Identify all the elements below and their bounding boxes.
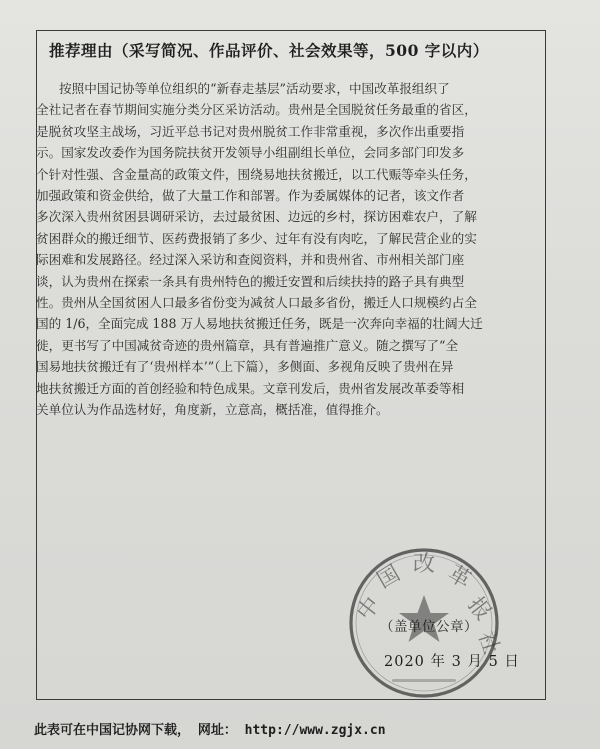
svg-text:中: 中 xyxy=(352,592,386,626)
svg-text:国: 国 xyxy=(372,561,405,594)
text-line: 贫困群众的搬迁细节、医药费报销了多少、过年有没有肉吃，了解民营企业的实 xyxy=(36,230,477,246)
stamp-label: （盖单位公章） xyxy=(380,619,478,635)
text-line: 地扶贫搬迁方面的首创经验和特色成果。文章刊发后，贵州省发展改革委等相 xyxy=(36,380,465,396)
text-line: 关单位认为作品选材好，角度新，立意高，概括准，值得推介。 xyxy=(36,402,389,418)
text-line: 个针对性强、含金量高的政策文件，围绕易地扶贫搬迁，以工代赈等牵头任务， xyxy=(36,166,477,182)
text-line: 加强政策和资金供给，做了大量工作和部署。作为委属媒体的记者，该文作者 xyxy=(36,188,465,204)
text-line: 徙，更书写了中国减贫奇迹的贵州篇章，具有普遍推广意义。随之撰写了“全 xyxy=(36,337,459,353)
svg-text:报: 报 xyxy=(462,592,496,626)
text-line: 国的 1/6，全面完成 188 万人易地扶贫搬迁任务，既是一次奔向幸福的壮阔大迁 xyxy=(36,316,483,332)
svg-text:改: 改 xyxy=(412,552,436,577)
text-line: 国易地扶贫搬迁有了‘贵州样本’”（上下篇），多侧面、多视角反映了贵州在异 xyxy=(36,359,454,375)
text-line: 谈，认为贵州在探索一条具有贵州特色的搬迁安置和后续扶持的路子具有典型 xyxy=(36,273,465,289)
text-line: 是脱贫攻坚主战场，习近平总书记对贵州脱贫工作非常重视，多次作出重要指 xyxy=(36,123,465,139)
text-line: 性。贵州从全国贫困人口最多省份变为减贫人口最多省份，搬迁人口规模约占全 xyxy=(36,295,477,311)
text-line: 多次深入贵州贫困县调研采访，去过最贫困、边远的乡村，探访困难农户，了解 xyxy=(36,209,477,225)
text-line: 按照中国记协等单位组织的“新春走基层”活动要求，中国改革报组织了 xyxy=(59,81,450,96)
signature-date: 2020 年 3 月 5 日 xyxy=(384,654,520,670)
text-line: 全社记者在春节期间实施分类分区采访活动。贵州是全国脱贫任务最重的省区， xyxy=(36,102,477,118)
section-heading: 推荐理由（采写简况、作品评价、社会效果等，500 字以内） xyxy=(49,41,489,60)
svg-text:革: 革 xyxy=(443,561,476,594)
recommendation-text xyxy=(36,78,508,421)
text-line: 际困难和发展路径。经过深入采访和查阅资料，并和贵州省、市州相关部门座 xyxy=(36,252,465,268)
svg-text:社: 社 xyxy=(472,628,504,658)
footer-download-note: 此表可在中国记协网下载， 网址： http://www.zgjx.cn xyxy=(34,723,386,738)
text-line: 示。国家发改委作为国务院扶贫开发领导小组副组长单位，会同多部门印发多 xyxy=(36,145,465,161)
